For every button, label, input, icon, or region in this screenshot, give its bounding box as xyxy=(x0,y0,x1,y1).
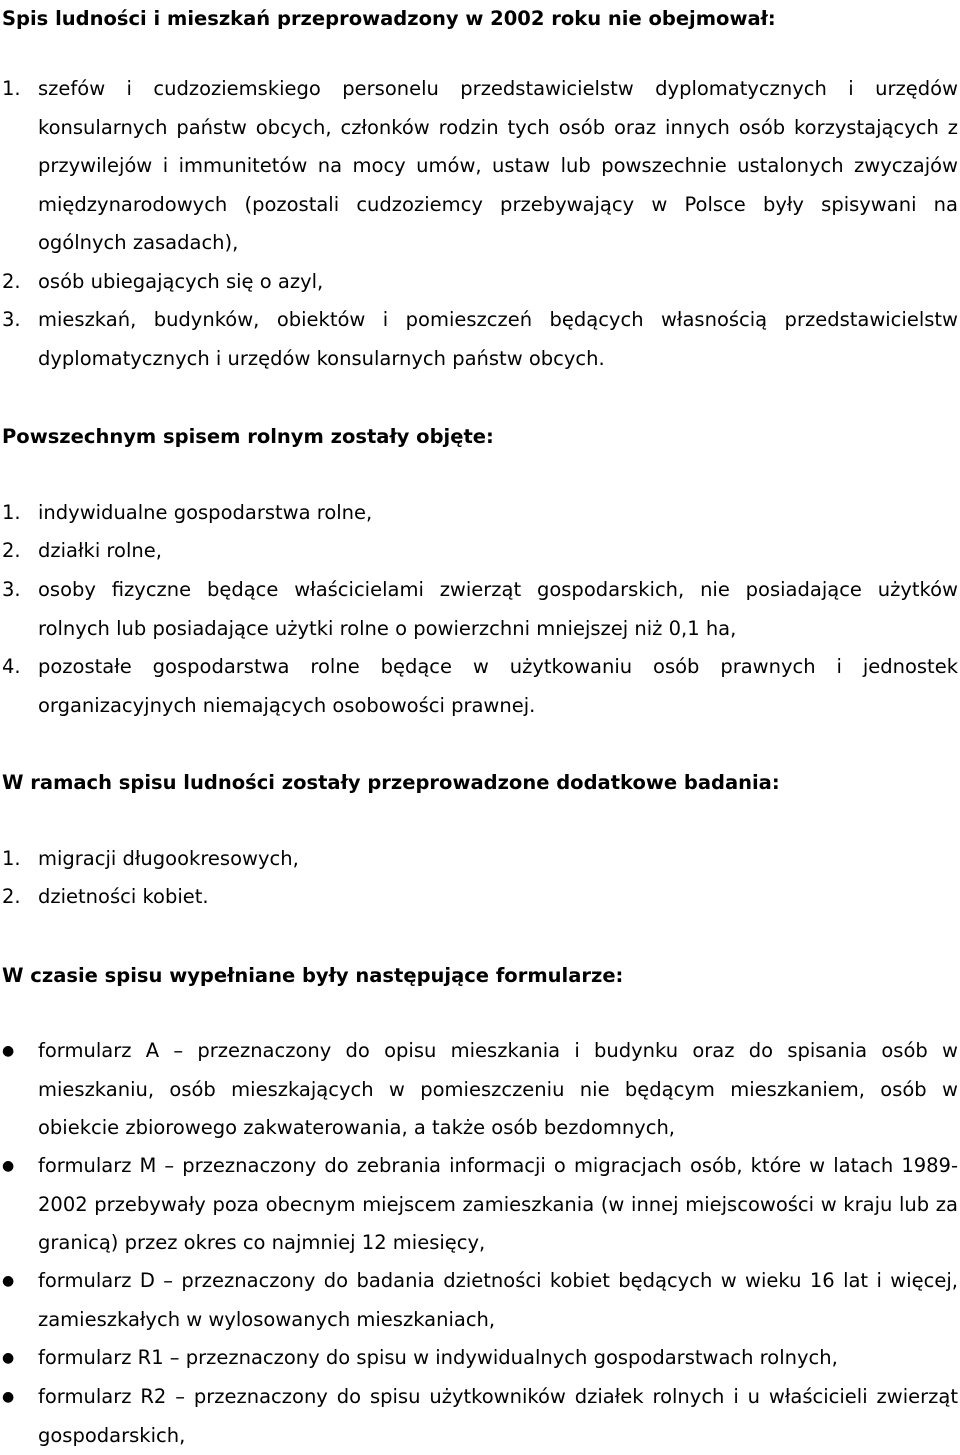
list-item-text: działki rolne, xyxy=(38,539,162,562)
list-item xyxy=(0,70,958,263)
list-item-text: osób ubiegających się o azyl, xyxy=(38,270,324,293)
list-item-number: 3. xyxy=(2,308,21,331)
bullet-item-text: formularz M – przeznaczony do zebrania informacji o migracjach osób, które w latach 1989-2002 przebywały poza obecnym miejscem zamieszkania (w innej miejscowości w kraju lub za granicą) przez okres co najmniej 12 miesięcy, xyxy=(38,1154,958,1254)
list-item-number: 2. xyxy=(2,539,21,562)
list-item-text: migracji długookresowych, xyxy=(38,847,299,870)
list-item xyxy=(0,532,958,571)
section-heading-additional-surveys: W ramach spisu ludności zostały przeprowadzone dodatkowe badania: xyxy=(2,771,780,794)
list-item-number: 2. xyxy=(2,270,21,293)
list-item-text: pozostałe gospodarstwa rolne będące w użytkowaniu osób prawnych i jednostek organizacyjnych niemających osobowości prawnej. xyxy=(38,655,958,717)
section-heading-agricultural-census: Powszechnym spisem rolnym zostały objęte: xyxy=(2,425,494,448)
bullet-icon: ● xyxy=(2,1389,15,1405)
list-item-text: mieszkań, budynków, obiektów i pomieszczeń będących własnością przedstawicielstw dyplomatycznych i urzędów konsularnych państw obcych. xyxy=(38,308,958,370)
bullet-item xyxy=(0,1032,958,1148)
bullet-item-text: formularz A – przeznaczony do opisu mieszkania i budynku oraz do spisania osób w mieszkaniu, osób mieszkających w pomieszczeniu nie będącym mieszkaniem, osób w obiekcie zbiorowego zakwaterowania, a także osób bezdomnych, xyxy=(38,1039,958,1139)
list-item-text: osoby fizyczne będące właścicielami zwierząt gospodarskich, nie posiadające użytków rolnych lub posiadające użytki rolne o powierzchni mniejszej niż 0,1 ha, xyxy=(38,578,958,640)
list-item xyxy=(0,263,958,302)
list-item-number: 4. xyxy=(2,655,21,678)
bullet-item xyxy=(0,1378,958,1455)
list-item-text: szefów i cudzoziemskiego personelu przedstawicielstw dyplomatycznych i urzędów konsularnych państw obcych, członków rodzin tych osób oraz innych osób korzystających z przywilejów i immunitetów na mocy umów, ustaw lub powszechnie ustalonych zwyczajów międzynarodowych (pozostali cudzoziemcy przebywający w Polsce były spisywani na ogólnych zasadach), xyxy=(38,77,958,254)
list-item xyxy=(0,571,958,648)
bullet-icon: ● xyxy=(2,1350,15,1366)
list-item-number: 1. xyxy=(2,847,21,870)
bullet-item xyxy=(0,1147,958,1263)
bullet-icon: ● xyxy=(2,1158,15,1174)
list-item xyxy=(0,840,958,879)
section-heading-census-exclusions: Spis ludności i mieszkań przeprowadzony w 2002 roku nie obejmował: xyxy=(2,7,776,30)
list-item-number: 2. xyxy=(2,885,21,908)
list-item xyxy=(0,301,958,378)
list-item xyxy=(0,494,958,533)
list-item xyxy=(0,648,958,725)
bullet-item xyxy=(0,1339,958,1378)
bullet-item xyxy=(0,1262,958,1339)
list-item-number: 3. xyxy=(2,578,21,601)
bullet-icon: ● xyxy=(2,1043,15,1059)
bullet-icon: ● xyxy=(2,1273,15,1289)
list-item-number: 1. xyxy=(2,77,21,100)
list-item-number: 1. xyxy=(2,501,21,524)
bullet-item-text: formularz R2 – przeznaczony do spisu użytkowników działek rolnych i u właścicieli zwierząt gospodarskich, xyxy=(38,1385,958,1447)
list-item-text: indywidualne gospodarstwa rolne, xyxy=(38,501,373,524)
list-item xyxy=(0,878,958,917)
bullet-item-text: formularz D – przeznaczony do badania dzietności kobiet będących w wieku 16 lat i więcej, zamieszkałych w wylosowanych mieszkaniach, xyxy=(38,1269,958,1331)
section-heading-forms: W czasie spisu wypełniane były następujące formularze: xyxy=(2,964,624,987)
bullet-item-text: formularz R1 – przeznaczony do spisu w indywidualnych gospodarstwach rolnych, xyxy=(38,1346,838,1369)
list-item-text: dzietności kobiet. xyxy=(38,885,209,908)
